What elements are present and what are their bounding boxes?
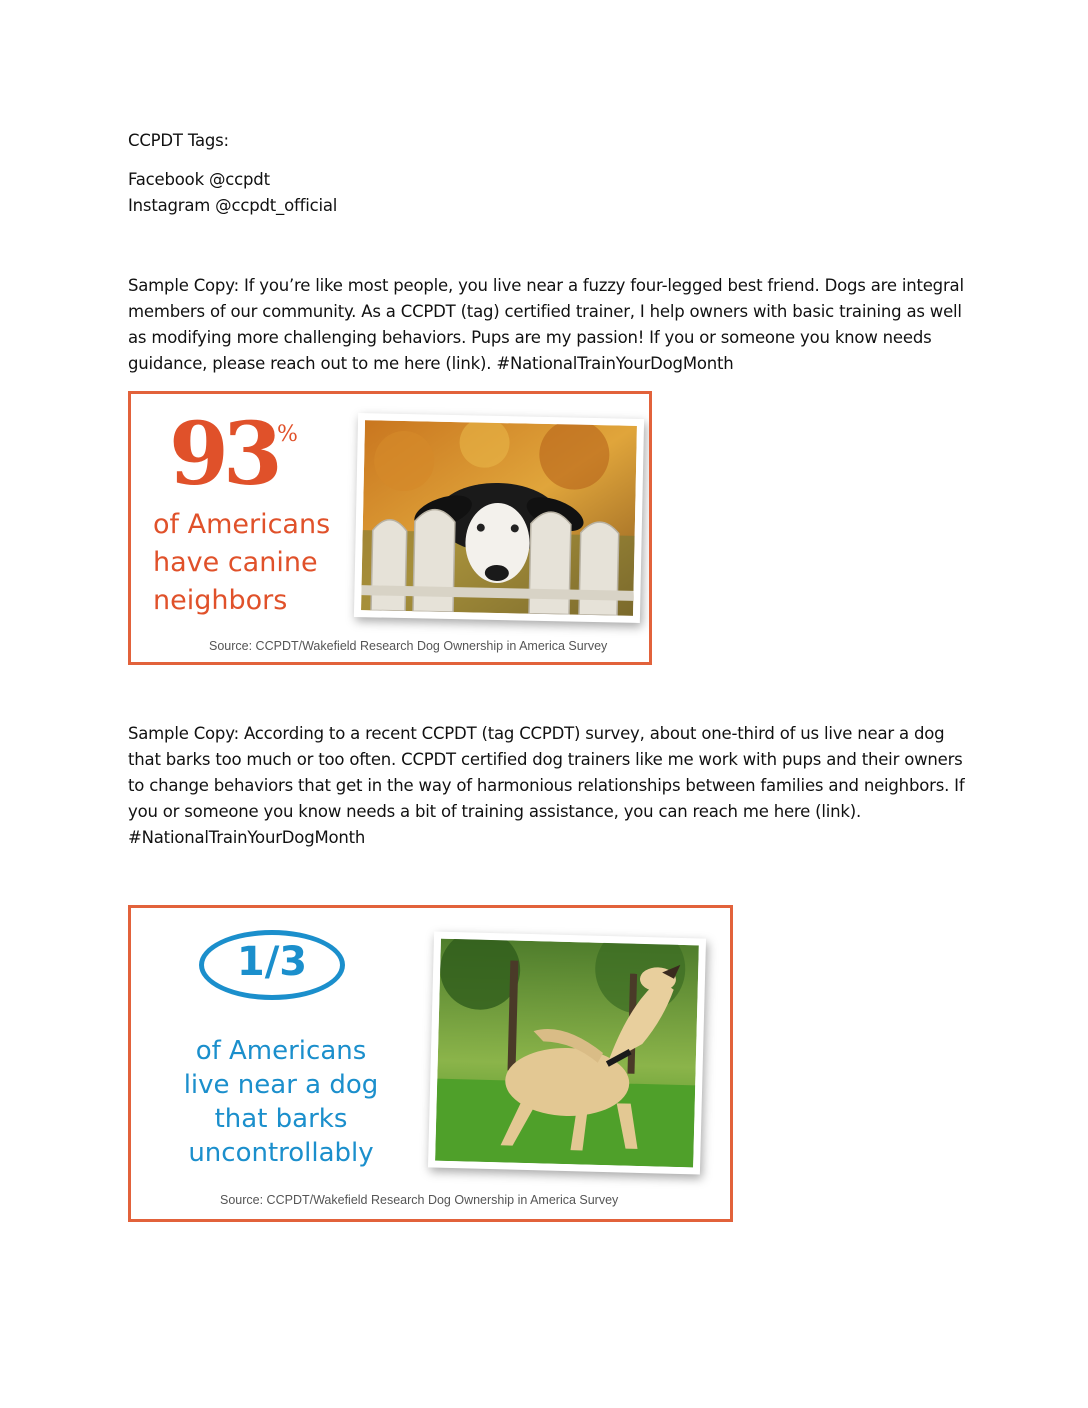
instagram-tag: Instagram @ccpdt_official — [128, 196, 338, 215]
facebook-tag: Facebook @ccpdt — [128, 170, 270, 189]
dog-fence-photo — [354, 413, 644, 623]
survey-source: Source: CCPDT/Wakefield Research Dog Ownership in America Survey — [209, 639, 608, 653]
survey-source: Source: CCPDT/Wakefield Research Dog Ownership in America Survey — [220, 1193, 619, 1207]
barking-dog-illustration — [435, 939, 699, 1168]
stat-caption-line: of Americans — [153, 509, 331, 540]
infographic-canine-neighbors — [128, 391, 652, 665]
stat-caption-line: that barks — [214, 1104, 348, 1134]
dog-fence-illustration — [361, 420, 637, 616]
stat-caption-line: of Americans — [195, 1036, 367, 1066]
stat-percentage: 93 — [169, 404, 277, 505]
stat-caption — [161, 1034, 401, 1170]
stat-fraction: 1/3 — [236, 939, 308, 985]
stat-caption-line: neighbors — [153, 585, 288, 616]
tags-heading: CCPDT Tags: — [128, 131, 229, 150]
sample-copy-2: Sample Copy: According to a recent CCPDT (tag CCPDT) survey, about one-third of us live near a dog that barks too much or too often. CCPDT certified dog trainers like me work with pups and their owners to change behaviors that get in the way of harmonious relationships between families and neighbors. If you or someone you know needs a bit of training assistance, you can reach me here (link). #NationalTrainYourDogMonth — [128, 724, 965, 847]
stat-caption-line: uncontrollably — [188, 1138, 374, 1168]
stat-caption-line: have canine — [153, 547, 318, 578]
sample-copy-1: Sample Copy: If you’re like most people, you live near a fuzzy four-legged best friend. Dogs are integral members of our community. As a CCPDT (tag) certified trainer, I help owners with basic training as well as modifying more challenging behaviors. Pups are my passion! If you or someone you know needs guidance, please reach out to me here (link). #NationalTrainYourDogMonth — [128, 276, 964, 373]
tags-list — [128, 167, 337, 219]
infographic-barking-dog — [128, 905, 733, 1222]
percent-sign: % — [277, 422, 298, 447]
stat-caption-line: live near a dog — [183, 1070, 379, 1100]
barking-dog-photo — [428, 931, 706, 1174]
stat-caption — [153, 506, 330, 620]
